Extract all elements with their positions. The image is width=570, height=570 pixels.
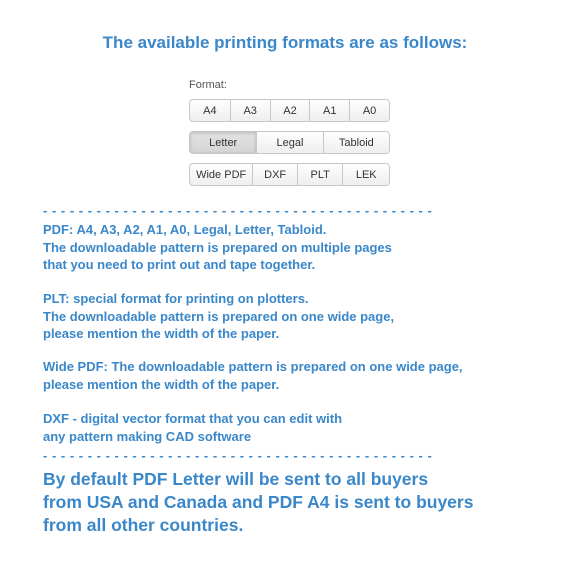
info-line: that you need to print out and tape together. [43,257,316,272]
info-line: DXF - digital vector format that you can edit with [43,411,343,426]
page-heading: The available printing formats are as follows: [102,33,468,52]
format-option-a1[interactable]: A1 [309,100,349,121]
notice-line: By default PDF Letter will be sent to all buyers [43,469,429,489]
notice-line: from all other countries. [43,515,244,535]
format-option-legal[interactable]: Legal [256,132,322,153]
info-dxf [43,410,342,445]
format-option-a0[interactable]: A0 [349,100,389,121]
format-option-a2[interactable]: A2 [270,100,310,121]
info-line: please mention the width of the paper. [43,326,280,341]
info-line: The downloadable pattern is prepared on multiple pages [43,239,392,255]
format-group-iso [189,99,390,122]
format-option-lek[interactable]: LEK [342,164,389,185]
info-pdf [43,221,392,274]
info-line: The downloadable pattern is prepared on one wide page, [43,308,395,324]
info-line: PLT: special format for printing on plotters. [43,291,309,306]
format-group-special [189,163,390,186]
format-option-plt[interactable]: PLT [297,164,343,185]
info-line: PDF: A4, A3, A2, A1, A0, Legal, Letter, Tabloid. [43,222,327,237]
info-line: any pattern making CAD software [43,428,252,444]
divider-top: - - - - - - - - - - - - - - - - - - - - - - - - - - - - - - - - - - - - - - - - - - - - [43,203,433,218]
format-option-tabloid[interactable]: Tabloid [323,132,389,153]
format-option-letter[interactable]: Letter [190,132,256,153]
divider-bottom: - - - - - - - - - - - - - - - - - - - - - - - - - - - - - - - - - - - - - - - - - - - - [43,448,433,463]
format-option-a3[interactable]: A3 [230,100,270,121]
format-label: Format: [189,79,227,91]
info-line: Wide PDF: The downloadable pattern is prepared on one wide page, [43,359,463,374]
info-wide-pdf [43,358,463,393]
notice-line: from USA and Canada and PDF A4 is sent to buyers [43,492,474,512]
format-option-wide-pdf[interactable]: Wide PDF [196,168,247,181]
info-plt [43,290,394,343]
default-format-notice [43,468,473,537]
format-option-dxf[interactable]: DXF [252,164,297,185]
format-option-a4[interactable]: A4 [203,104,217,117]
info-line: please mention the width of the paper. [43,376,280,392]
format-group-us [189,131,390,154]
